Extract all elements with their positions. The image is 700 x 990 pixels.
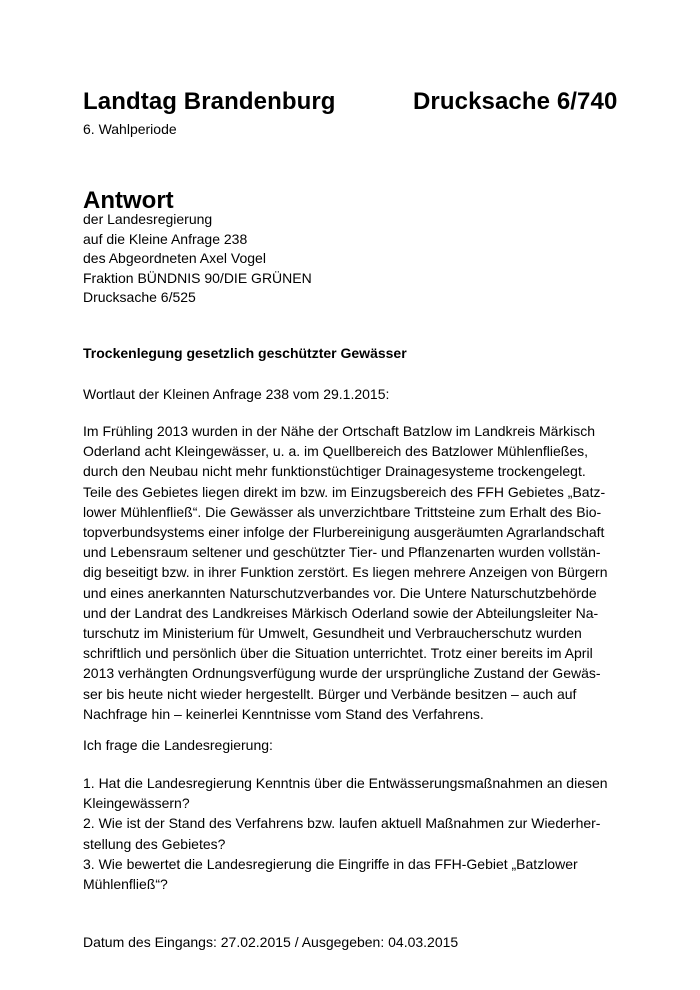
inquiry-body <box>83 421 608 724</box>
body-line: lower Mühlenfließ“. Die Gewässer als unverzichtbare Trittsteine zum Erhalt des Bio- <box>83 503 602 520</box>
body-line: topverbundsystems einer infolge der Flurbereinigung ausgeräumten Agrarlandschaft <box>83 524 605 541</box>
meta-line: auf die Kleine Anfrage 238 <box>83 230 248 247</box>
body-line: und Lebensraum seltener und geschützter Tier- und Pflanzenarten wurden vollstän- <box>83 544 601 561</box>
answer-title: Antwort <box>83 187 174 214</box>
body-line: Teile des Gebietes liegen direkt im bzw. im Einzugsbereich des FFH Gebietes „Batz- <box>83 483 606 500</box>
answer-meta <box>83 210 312 308</box>
body-line: durch den Neubau nicht mehr funktionstüchtiger Drainagesysteme trockengelegt. <box>83 463 586 480</box>
body-line: 2013 verhängten Ordnungsverfügung wurde der ursprüngliche Zustand der Gewäs- <box>83 665 601 682</box>
date-footer: Datum des Eingangs: 27.02.2015 / Ausgegeben: 04.03.2015 <box>83 934 459 950</box>
inquiry-intro: Wortlaut der Kleinen Anfrage 238 vom 29.1.2015: <box>83 386 390 402</box>
body-line: und eines anerkannten Naturschutzverbandes vor. Die Untere Naturschutzbehörde <box>83 584 597 601</box>
meta-line: der Landesregierung <box>83 211 213 227</box>
question-intro: Ich frage die Landesregierung: <box>83 737 273 753</box>
body-line: und der Landrat des Landkreises Märkisch Oderland sowie der Abteilungsleiter Na- <box>83 604 599 621</box>
question-line: 1. Hat die Landesregierung Kenntnis über die Entwässerungsmaßnahmen an diesen <box>83 775 608 791</box>
body-line: ser bis heute nicht wieder hergestellt. Bürger und Verbände besitzen – auch auf <box>83 685 577 702</box>
meta-line: Fraktion BÜNDNIS 90/DIE GRÜNEN <box>83 269 312 286</box>
question-line: 3. Wie bewertet die Landesregierung die Eingriffe in das FFH-Gebiet „Batzlower <box>83 855 578 872</box>
legislative-period: 6. Wahlperiode <box>83 121 177 137</box>
question-line: stellung des Gebietes? <box>83 835 226 852</box>
subject-heading: Trockenlegung gesetzlich geschützter Gewässer <box>83 345 407 361</box>
parliament-name: Landtag Brandenburg <box>83 88 336 115</box>
question-list <box>83 773 608 894</box>
body-line: Oderland acht Kleingewässer, u. a. im Quellbereich des Batzlower Mühlenfließes, <box>83 443 589 460</box>
body-line: schriftlich und persönlich über die Situation unterrichtet. Trotz einer bereits im April <box>83 645 593 662</box>
question-line: Kleingewässern? <box>83 795 190 812</box>
document-number: Drucksache 6/740 <box>413 88 618 115</box>
body-line: Im Frühling 2013 wurden in der Nähe der Ortschaft Batzlow im Landkreis Märkisch <box>83 423 595 439</box>
body-line: Nachfrage hin – keinerlei Kenntnisse vom Stand des Verfahrens. <box>83 705 484 722</box>
body-line: turschutz im Ministerium für Umwelt, Gesundheit und Verbraucherschutz wurden <box>83 625 582 642</box>
meta-line: Drucksache 6/525 <box>83 289 196 305</box>
question-line: Mühlenfließ“? <box>83 876 168 893</box>
meta-line: des Abgeordneten Axel Vogel <box>83 250 266 266</box>
question-line: 2. Wie ist der Stand des Verfahrens bzw. laufen aktuell Maßnahmen zur Wiederher- <box>83 815 601 832</box>
body-line: dig beseitigt bzw. in ihrer Funktion zerstört. Es liegen mehrere Anzeigen von Bürgern <box>83 564 608 581</box>
